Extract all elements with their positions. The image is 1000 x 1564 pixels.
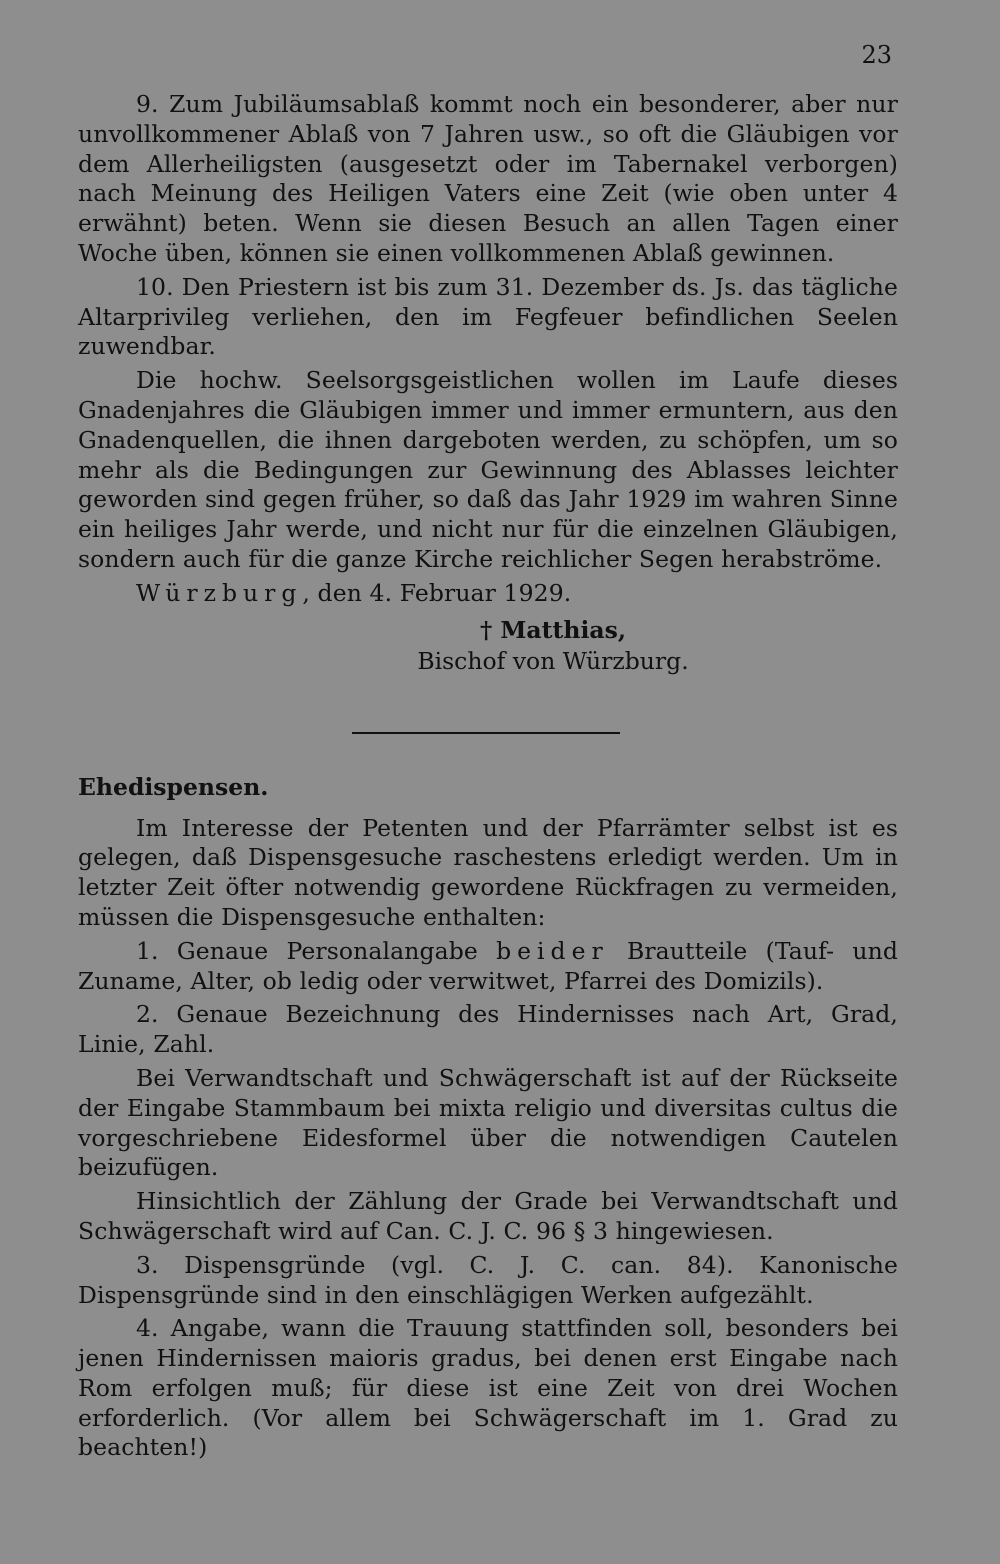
- paragraph-degree-note: Hinsichtlich der Zählung der Grade bei Verwandtschaft und Schwägerschaft wird auf Can. C. J. C. 96 § 3 hingewiesen.: [78, 1187, 898, 1245]
- item-1-before: 1. Genaue Personalangabe: [136, 936, 497, 965]
- paragraph-exhortation: Die hochw. Seelsorgsgeistlichen wollen im Laufe dieses Gnadenjahres die Gläubigen immer und immer ermuntern, aus den Gnadenquellen, die ihnen dargeboten werden, zu schöpfen, um so mehr als die Bedingungen zur Gewinnung des Ablasses leichter geworden sind gegen früher, so daß das Jahr 1929 im wahren Sinne ein heiliges Jahr werde, und nicht nur für die einzelnen Gläubigen, sondern auch für die ganze Kirche reichlicher Segen herabströme.: [78, 366, 898, 573]
- page-number: 23: [861, 41, 892, 69]
- place-name: Würzburg: [136, 578, 303, 607]
- paragraph-kinship-note: Bei Verwandtschaft und Schwägerschaft ist auf der Rückseite der Eingabe Stammbaum bei mixta religio und diversitas cultus die vorgeschriebene Eidesformel über die notwendigen Cautelen beizufügen.: [78, 1063, 898, 1182]
- paragraph-indulgence-10: 10. Den Priestern ist bis zum 31. Dezember ds. Js. das tägliche Altarprivileg verliehen, den im Fegfeuer befindlichen Seelen zuwendbar.: [78, 272, 898, 361]
- document-body: [78, 90, 898, 1467]
- paragraph-item-2: 2. Genaue Bezeichnung des Hindernisses nach Art, Grad, Linie, Zahl.: [78, 1000, 898, 1059]
- paragraph-indulgence-9: 9. Zum Jubiläumsablaß kommt noch ein besonderer, aber nur unvollkommener Ablaß von 7 Jahren usw., so oft die Gläubigen vor dem Allerheiligsten (ausgesetzt oder im Tabernakel verborgen) nach Meinung des Heiligen Vaters eine Zeit (wie oben unter 4 erwähnt) beten. Wenn sie diesen Besuch an allen Tagen einer Woche üben, können sie einen vollkommenen Ablaß gewinnen.: [78, 90, 898, 267]
- item-1-spaced: beider: [496, 936, 609, 965]
- signature-name: † Matthias,: [479, 615, 627, 644]
- paragraph-item-4: 4. Angabe, wann die Trauung stattfinden soll, besonders bei jenen Hindernissen maioris gradus, bei denen erst Eingabe nach Rom erfolgen muß; für diese ist eine Zeit von drei Wochen erforderlich. (Vor allem bei Schwägerschaft im 1. Grad zu beachten!): [78, 1314, 898, 1462]
- section-heading: Ehedispensen.: [78, 772, 269, 801]
- item-1-after: Brautteile (Tauf- und Zuname, Alter, ob ledig oder verwitwet, Pfarrei des Domizils).: [78, 936, 898, 995]
- signature-block: [208, 615, 898, 677]
- signature-title: Bischof von Würzburg.: [417, 646, 689, 675]
- section-divider: [352, 732, 620, 734]
- place-date-line: [78, 579, 898, 609]
- date-text: , den 4. Februar 1929.: [302, 578, 572, 607]
- paragraph-item-1: [78, 937, 898, 997]
- paragraph-item-3: 3. Dispensgründe (vgl. C. J. C. can. 84). Kanonische Dispensgründe sind in den einschlägigen Werken aufgezählt.: [78, 1250, 898, 1309]
- paragraph-dispensation-intro: Im Interesse der Petenten und der Pfarrämter selbst ist es gelegen, daß Dispensgesuche raschestens erledigt werden. Um in letzter Zeit öfter notwendig gewordene Rückfragen zu vermeiden, müssen die Dispensgesuche enthalten:: [78, 813, 898, 931]
